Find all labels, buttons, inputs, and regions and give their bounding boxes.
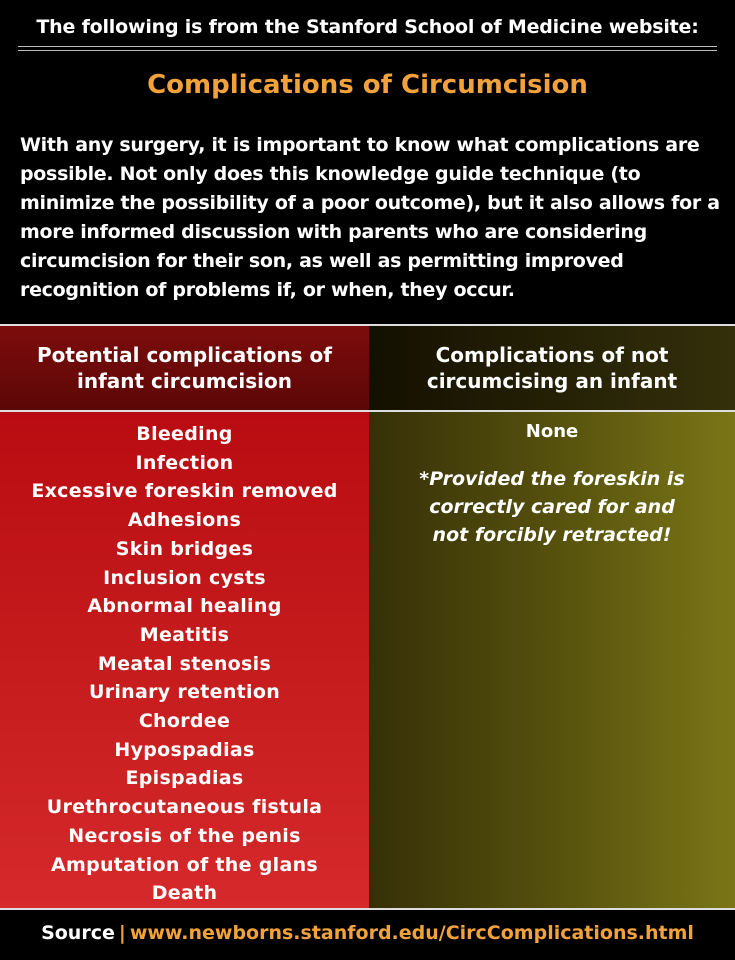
comparison-table bbox=[0, 324, 735, 910]
list-item: Inclusion cysts bbox=[103, 566, 266, 589]
intro-paragraph: With any surgery, it is important to know what complications are possible. Not only does this knowledge guide technique (to minimize the possibility of a poor outcome), but it also allows for a more informed discussion with parents who are considering circumcision for their son, as well as permitting improved recognition of problems if, or when, they occur. bbox=[20, 134, 720, 301]
list-item: Meatitis bbox=[139, 623, 230, 646]
complications-list bbox=[0, 412, 369, 908]
footnote-line: correctly cared for and bbox=[429, 496, 675, 518]
list-item: Urinary retention bbox=[88, 681, 281, 704]
left-column bbox=[0, 326, 369, 908]
list-item: Bleeding bbox=[136, 423, 233, 445]
list-item: Meatal stenosis bbox=[97, 652, 272, 675]
list-item: Abnormal healing bbox=[87, 595, 282, 618]
list-item: Skin bridges bbox=[115, 537, 254, 560]
list-item: Chordee bbox=[138, 710, 231, 733]
list-item: Necrosis of the penis bbox=[68, 824, 301, 847]
right-column bbox=[369, 326, 735, 908]
page-title: Complications of Circumcision bbox=[147, 70, 588, 100]
header-divider bbox=[18, 46, 717, 51]
source-footer bbox=[0, 922, 735, 944]
footnote-line: *Provided the foreskin is bbox=[419, 468, 685, 490]
list-item: Infection bbox=[135, 451, 234, 474]
source-separator: | bbox=[118, 922, 126, 944]
header-text: The following is from the Stanford School of Medicine website: bbox=[36, 16, 699, 38]
right-column-header bbox=[369, 326, 735, 412]
footnote bbox=[369, 465, 735, 549]
left-header-line: infant circumcision bbox=[76, 369, 292, 393]
right-header-line: circumcising an infant bbox=[426, 369, 678, 393]
footnote-line: not forcibly retracted! bbox=[432, 524, 672, 546]
left-header-line: Potential complications of bbox=[36, 343, 332, 367]
source-url-link[interactable]: www.newborns.stanford.edu/CircComplications.html bbox=[129, 922, 694, 944]
list-item: Excessive foreskin removed bbox=[31, 480, 338, 503]
left-column-header bbox=[0, 326, 369, 412]
source-label: Source bbox=[41, 922, 115, 944]
list-item: Urethrocutaneous fistula bbox=[46, 796, 323, 819]
right-header-line: Complications of not bbox=[435, 343, 669, 367]
left-column-body bbox=[0, 412, 369, 908]
list-item: Death bbox=[151, 882, 218, 905]
list-item: Epispadias bbox=[125, 767, 244, 790]
none-value: None bbox=[525, 421, 579, 442]
list-item: Amputation of the glans bbox=[50, 853, 319, 876]
list-item: Adhesions bbox=[127, 509, 242, 532]
list-item: Hypospadias bbox=[114, 738, 255, 761]
right-column-body bbox=[369, 412, 735, 908]
